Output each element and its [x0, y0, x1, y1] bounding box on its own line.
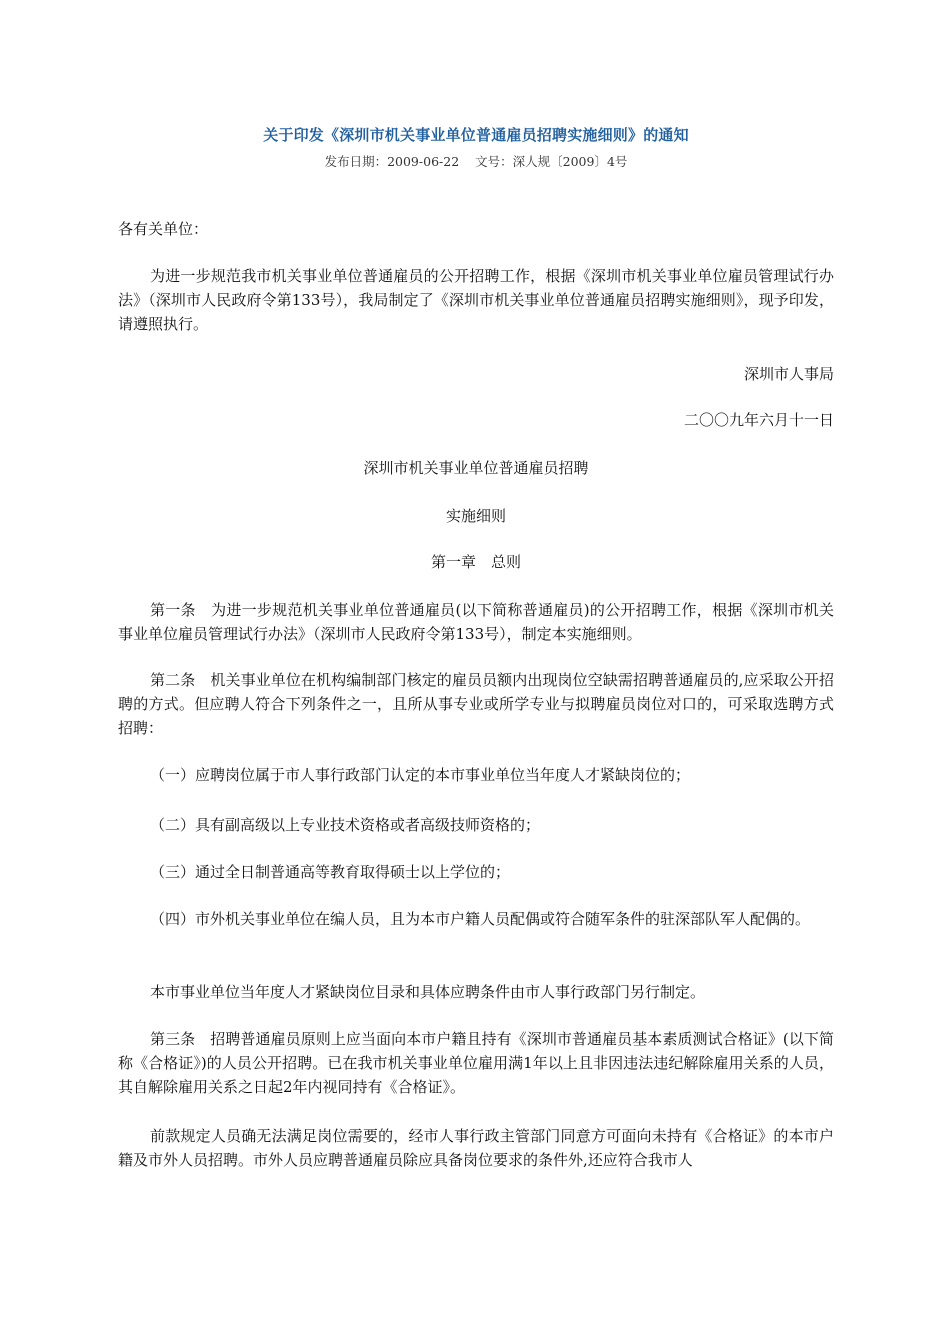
document-title: 关于印发《深圳市机关事业单位普通雇员招聘实施细则》的通知	[263, 126, 689, 144]
article-2: 第二条 机关事业单位在机构编制部门核定的雇员员额内出现岗位空缺需招聘普通雇员的,应采取公开招聘的方式。但应聘人符合下列条件之一，且所从事专业或所学专业与拟聘雇员岗位对口的，可采取选聘方式招聘：	[118, 671, 834, 737]
article-3: 第三条 招聘普通雇员原则上应当面向本市户籍且持有《深圳市普通雇员基本素质测试合格证》(以下简称《合格证》)的人员公开招聘。已在我市机关事业单位雇用满1年以上且非因违法违纪解除雇用关系的人员，其自解除雇用关系之日起2年内视同持有《合格证》。	[118, 1030, 834, 1096]
issue-date: 二〇〇九年六月十一日	[683, 411, 834, 429]
article-2-item-3: （三）通过全日制普通高等教育取得硕士以上学位的；	[150, 863, 511, 881]
rules-title-line1: 深圳市机关事业单位普通雇员招聘	[363, 459, 589, 477]
article-2-note: 本市事业单位当年度人才紧缺岗位目录和具体应聘条件由市人事行政部门另行制定。	[150, 983, 706, 1001]
article-2-item-1: （一）应聘岗位属于市人事行政部门认定的本市事业单位当年度人才紧缺岗位的；	[150, 766, 691, 784]
article-1: 第一条 为进一步规范机关事业单位普通雇员(以下简称普通雇员)的公开招聘工作，根据《深圳市机关事业单位雇员管理试行办法》（深圳市人民政府令第133号），制定本实施细则。	[118, 601, 834, 643]
chapter-heading: 第一章 总则	[430, 553, 521, 571]
publish-date: 发布日期：2009-06-22	[324, 154, 460, 169]
article-3-paragraph-2: 前款规定人员确无法满足岗位需要的，经市人事行政主管部门同意方可面向未持有《合格证》的本市户籍及市外人员招聘。市外人员应聘普通雇员除应具备岗位要求的条件外,还应符合我市人	[118, 1127, 834, 1169]
rules-title-line2: 实施细则	[445, 507, 506, 525]
article-2-item-2: （二）具有副高级以上专业技术资格或者高级技师资格的；	[150, 816, 541, 834]
issuer: 深圳市人事局	[743, 365, 834, 383]
salutation: 各有关单位：	[118, 220, 209, 238]
article-2-item-4: （四）市外机关事业单位在编人员，且为本市户籍人员配偶或符合随军条件的驻深部队军人配偶的。	[150, 910, 811, 928]
notice-body: 为进一步规范我市机关事业单位普通雇员的公开招聘工作，根据《深圳市机关事业单位雇员管理试行办法》（深圳市人民政府令第133号），我局制定了《深圳市机关事业单位普通雇员招聘实施细则》，现予印发，请遵照执行。	[118, 267, 834, 333]
document-number: 文号：深人规〔2009〕4号	[475, 154, 628, 169]
document-meta	[118, 152, 834, 170]
